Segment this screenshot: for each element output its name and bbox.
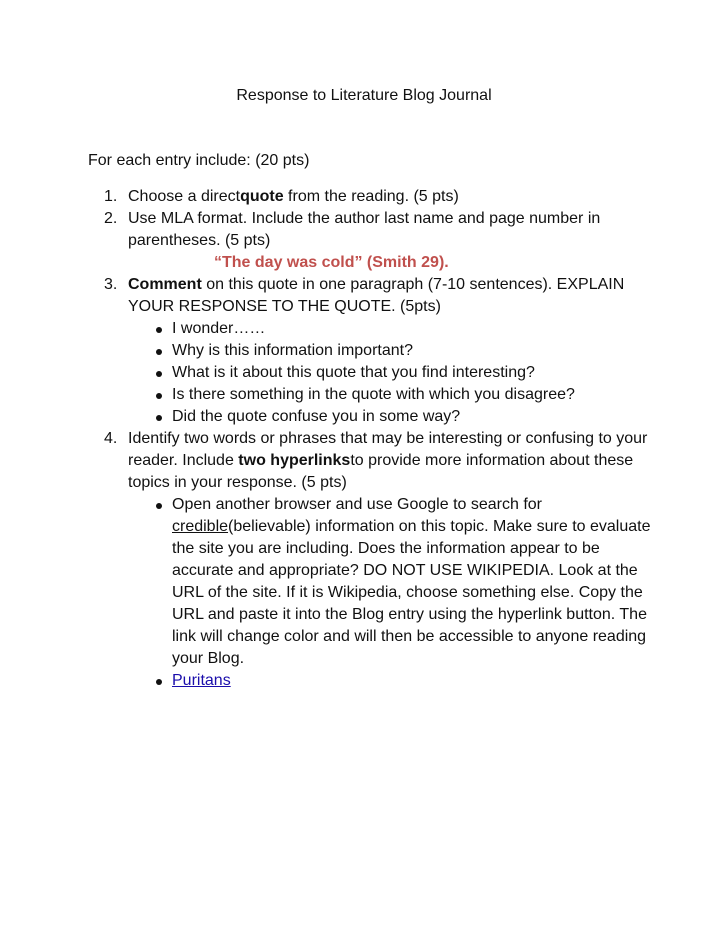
list-item-3 [104,274,664,428]
bullet-icon [156,415,162,421]
item-number: 1. [104,188,118,205]
item-number: 2. [104,210,118,227]
puritans-link[interactable]: Puritans [172,672,231,689]
bullet-icon [156,371,162,377]
bullet-icon [156,503,162,509]
item-number: 4. [104,430,118,447]
list-item-2 [104,208,664,274]
document-title: Response to Literature Blog Journal [236,87,492,104]
list-item: Is there something in the quote with which you disagree? [128,384,664,406]
bullet-icon [156,327,162,333]
item-text: from the reading. (5 pts) [283,188,459,205]
hyperlink-bullets [128,494,664,692]
bold-term: quote [240,188,284,205]
bullet-icon [156,679,162,685]
item-text: Identify two words or phrases that may be interesting or confusing to your reader. Include [128,430,648,469]
bullet-icon [156,349,162,355]
list-item: Did the quote confuse you in some way? [128,406,664,428]
intro-text: For each entry include: (20 pts) [88,152,310,169]
instructions-list [104,186,664,692]
item-text: to provide more information about these topics in your response. (5 pts) [128,452,634,491]
list-item [128,670,664,692]
prompt-bullets [128,318,664,428]
item-text: Use MLA format. Include the author last name and page number in parentheses. (5 pts) [128,210,601,249]
item-text: on this quote in one paragraph (7-10 sentences). EXPLAIN YOUR RESPONSE TO THE QUOTE. (5pts) [128,276,625,315]
item-number: 3. [104,276,118,293]
bold-term: Comment [128,276,202,293]
underlined-term: credible [172,518,229,535]
list-item: What is it about this quote that you find interesting? [128,362,664,384]
item-text: Choose a direct [128,188,241,205]
list-item-4 [104,428,664,692]
list-item: Open another browser and use Google to search for credible(believable) information on this topic. Make sure to evaluate the site you are including. Does the information appear to be accurate and appropriate? DO NOT USE WIKIPEDIA. Look at the URL of the site. If it is Wikipedia, choose something else. Copy the URL and paste it into the Blog entry using the hyperlink button. The link will change color and will then be accessible to anyone reading your Blog. [128,494,664,670]
list-item-1 [104,186,664,208]
bullet-icon [156,393,162,399]
list-item: Why is this information important? [128,340,664,362]
list-item: I wonder…… [128,318,664,340]
bold-term: two hyperlinks [238,452,351,469]
example-quote: “The day was cold” (Smith 29). [214,254,449,271]
